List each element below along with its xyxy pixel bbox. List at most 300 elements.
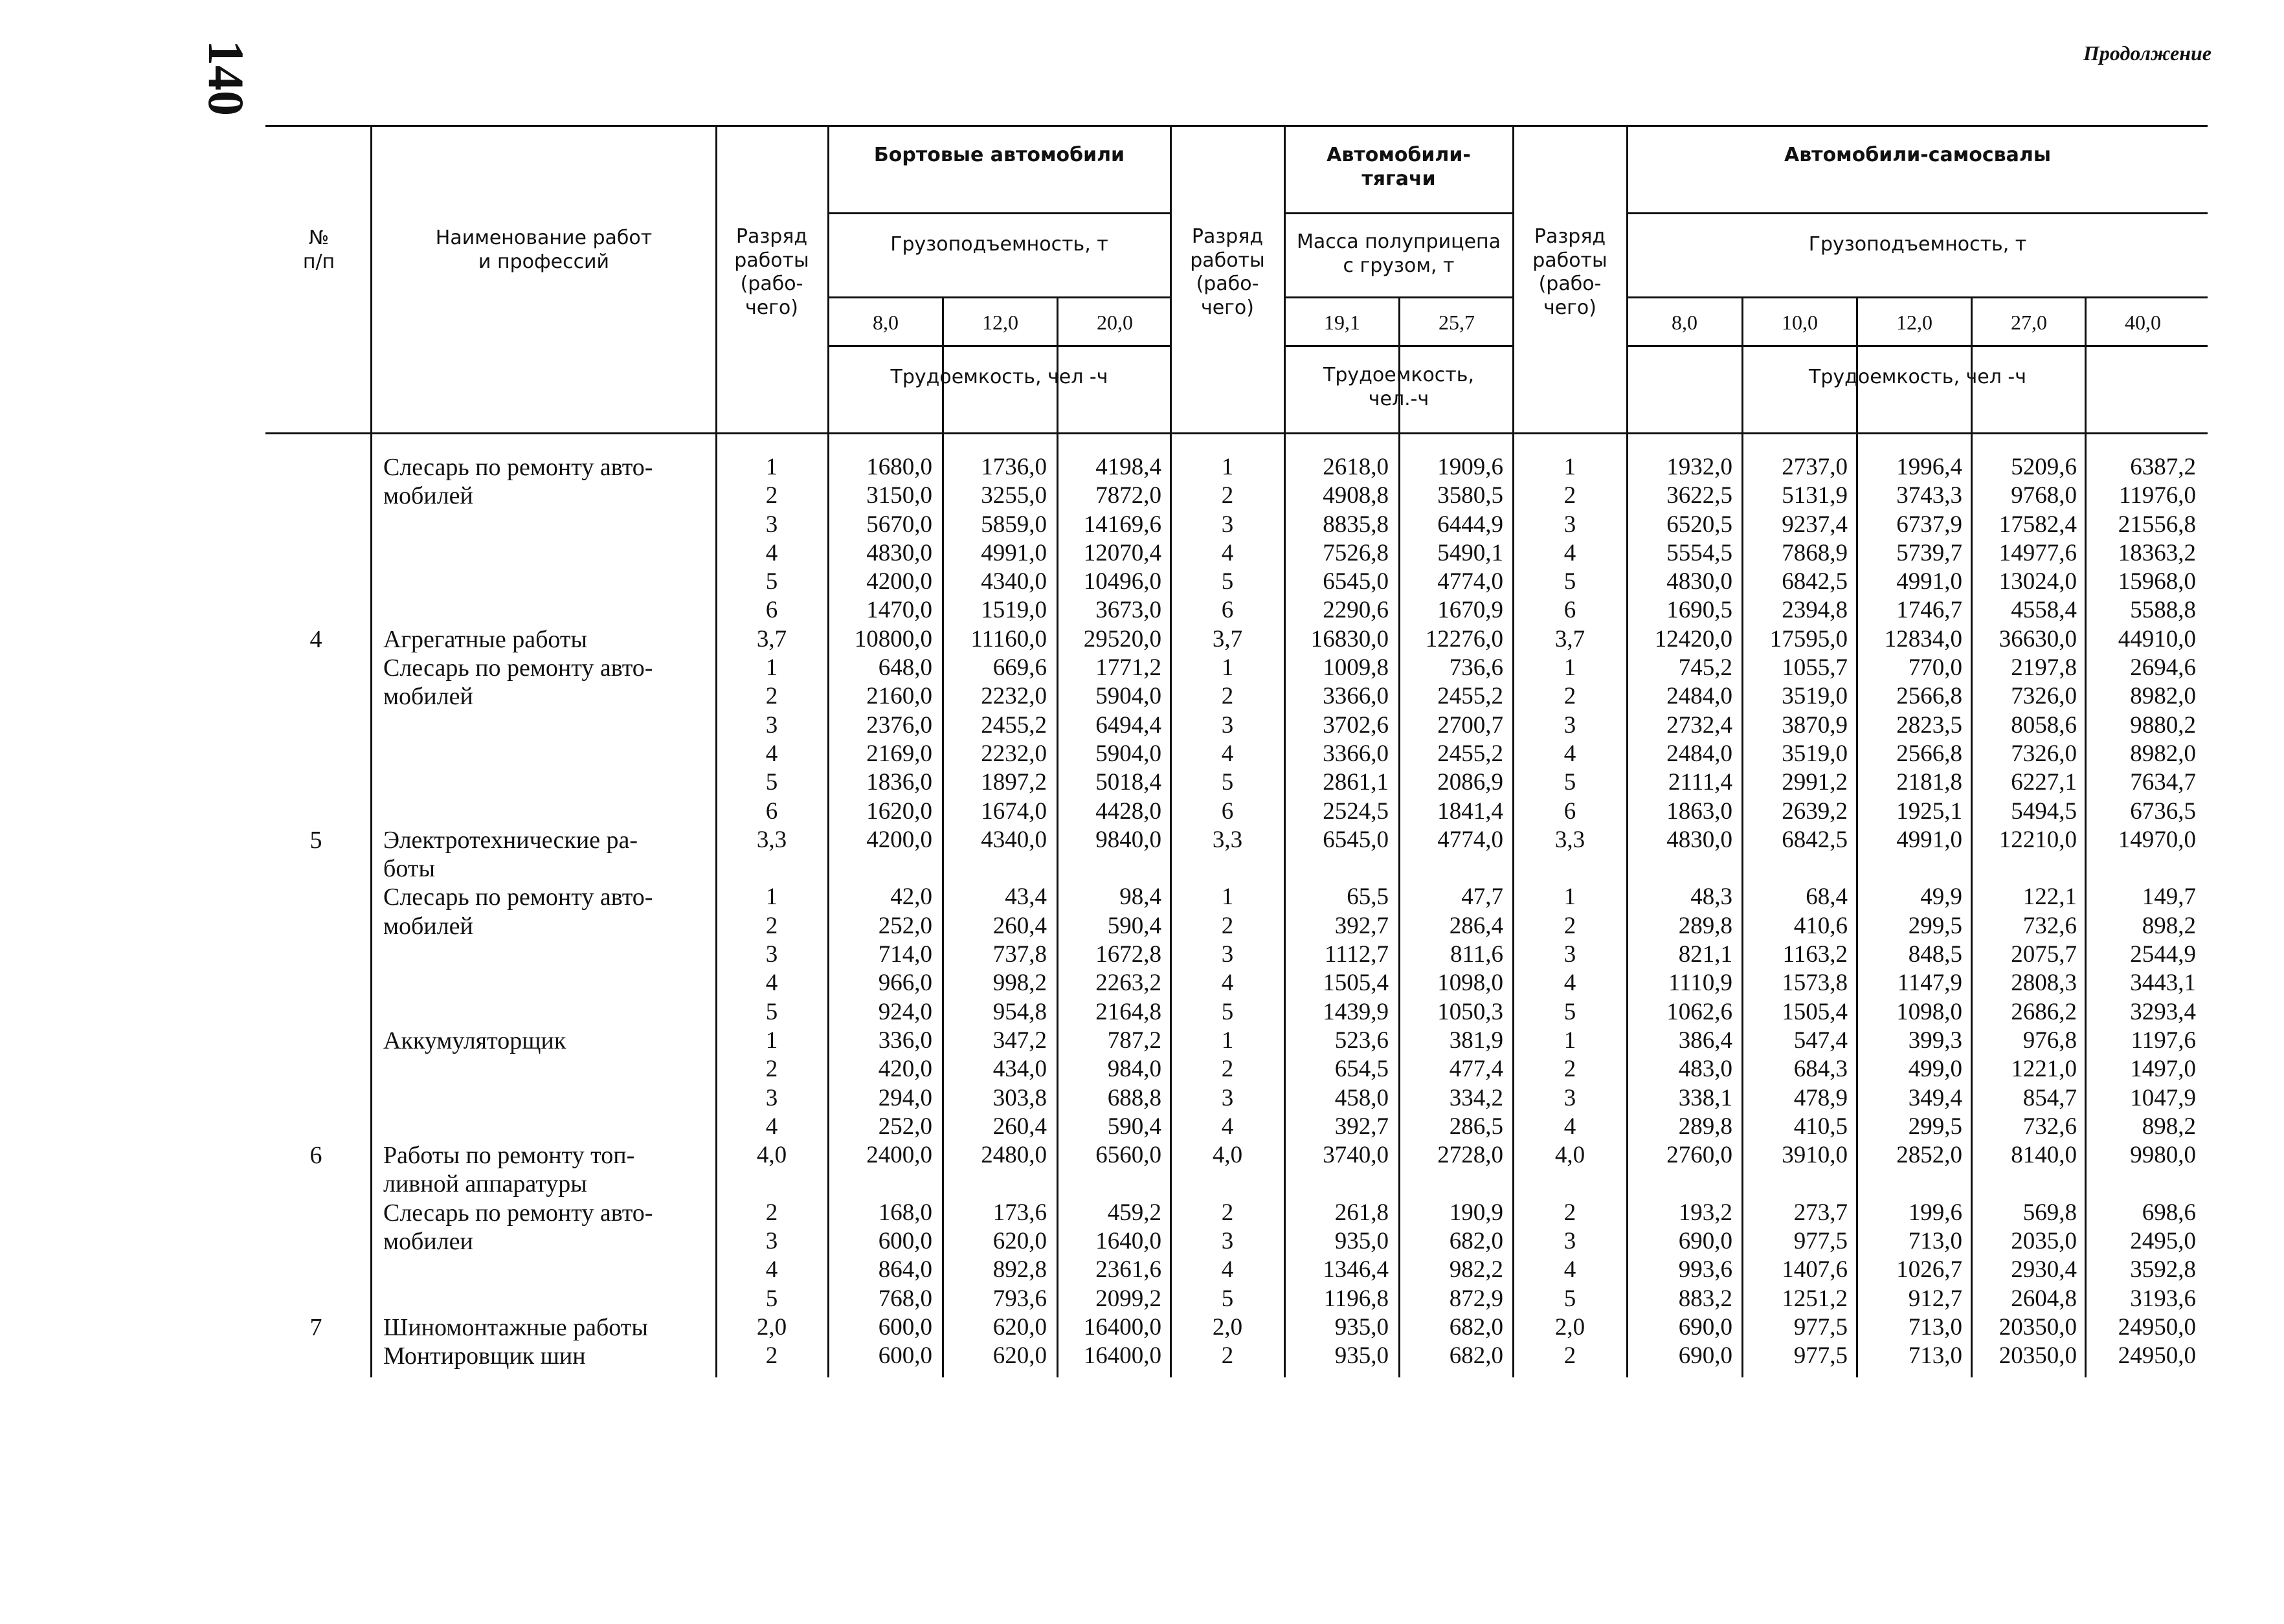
labor-value: 299,5 bbox=[1908, 1113, 1962, 1140]
grade-value: 2 bbox=[1563, 1342, 1576, 1370]
grade-value: 1 bbox=[765, 654, 778, 682]
grade-value: 2 bbox=[765, 683, 778, 710]
col-rule bbox=[370, 125, 372, 1377]
work-name: мобилеи bbox=[383, 1228, 473, 1256]
labor-value: 854,7 bbox=[2022, 1084, 2077, 1111]
grade-value: 4 bbox=[765, 970, 778, 997]
labor-value: 5859,0 bbox=[981, 511, 1047, 538]
row-number bbox=[267, 998, 364, 1027]
labor-value: 349,4 bbox=[1908, 1084, 1962, 1111]
labor-value: 4830,0 bbox=[1666, 568, 1732, 595]
work-name: мобилей bbox=[383, 482, 473, 510]
labor-value: 7326,0 bbox=[2011, 683, 2077, 710]
labor-value: 459,2 bbox=[1107, 1199, 1161, 1226]
row-number: 4 bbox=[309, 625, 322, 653]
labor-value: 3366,0 bbox=[1323, 740, 1389, 767]
labor-value: 8058,6 bbox=[2011, 711, 2077, 739]
labor-value: 976,8 bbox=[2022, 1027, 2077, 1054]
labor-value: 2618,0 bbox=[1323, 454, 1389, 480]
work-name bbox=[383, 596, 707, 625]
labor-value: 2524,5 bbox=[1323, 797, 1389, 825]
labor-value: 1836,0 bbox=[866, 769, 932, 796]
grade-value: 2 bbox=[1563, 912, 1576, 939]
header-grade-2: Разряд работы (рабо- чего) bbox=[1190, 225, 1265, 319]
grade-value: 1 bbox=[1221, 454, 1234, 480]
labor-value bbox=[1973, 854, 2077, 883]
header-grade-3: Разряд работы (рабо- чего) bbox=[1532, 225, 1607, 319]
labor-value: 2197,8 bbox=[2011, 654, 2077, 682]
labor-value: 2455,2 bbox=[981, 711, 1047, 739]
grade-value: 6 bbox=[1563, 597, 1576, 624]
work-name bbox=[383, 1055, 707, 1084]
row-number bbox=[267, 539, 364, 568]
labor-value: 499,0 bbox=[1908, 1056, 1962, 1083]
labor-value: 590,4 bbox=[1107, 912, 1161, 939]
labor-value: 935,0 bbox=[1334, 1342, 1389, 1370]
labor-value: 924,0 bbox=[878, 998, 932, 1025]
labor-value: 2639,2 bbox=[1782, 797, 1848, 825]
grade-value: 2 bbox=[1221, 482, 1234, 509]
labor-value: 732,6 bbox=[2022, 1113, 2077, 1140]
labor-value: 2566,8 bbox=[1896, 683, 1962, 710]
header-name: Наименование работ и профессий bbox=[435, 227, 653, 273]
labor-value: 3519,0 bbox=[1782, 740, 1848, 767]
header-group-tractors: Автомобили- тягачи bbox=[1327, 144, 1471, 190]
grade-value: 4 bbox=[1563, 1256, 1576, 1284]
labor-value: 954,8 bbox=[992, 998, 1047, 1025]
labor-value: 4200,0 bbox=[866, 826, 932, 853]
labor-value: 20350,0 bbox=[1998, 1313, 2077, 1340]
work-name bbox=[383, 568, 707, 596]
labor-value: 199,6 bbox=[1908, 1199, 1962, 1226]
labor-value: 713,0 bbox=[1908, 1313, 1962, 1340]
work-name: мобилей bbox=[383, 683, 473, 711]
labor-value: 654,5 bbox=[1334, 1056, 1389, 1083]
row-number bbox=[267, 1227, 364, 1256]
labor-value: 434,0 bbox=[992, 1056, 1047, 1083]
grade-value: 3,3 bbox=[756, 826, 787, 853]
labor-value: 620,0 bbox=[992, 1228, 1047, 1255]
grade-value: 4 bbox=[1221, 1256, 1234, 1284]
grade-value bbox=[717, 1170, 826, 1198]
labor-value: 2544,9 bbox=[2130, 941, 2196, 968]
col-dumper-40 bbox=[2087, 453, 2196, 1371]
labor-value: 347,2 bbox=[992, 1027, 1047, 1054]
grade-value: 4,0 bbox=[1554, 1142, 1585, 1169]
grade-value: 3,7 bbox=[1554, 625, 1585, 652]
labor-value: 6736,5 bbox=[2130, 797, 2196, 825]
labor-value: 3910,0 bbox=[1782, 1142, 1848, 1169]
labor-value: 13024,0 bbox=[1998, 568, 2077, 595]
labor-value: 483,0 bbox=[1678, 1056, 1732, 1083]
labor-value: 2035,0 bbox=[2011, 1228, 2077, 1255]
labor-value: 2263,2 bbox=[1095, 970, 1161, 997]
labor-value: 3743,3 bbox=[1896, 482, 1962, 509]
labor-value: 14977,6 bbox=[1998, 539, 2077, 566]
col-rule bbox=[1057, 296, 1058, 1377]
labor-value: 6560,0 bbox=[1095, 1142, 1161, 1169]
labor-value: 1251,2 bbox=[1782, 1285, 1848, 1312]
row-number bbox=[267, 1342, 364, 1370]
labor-value: 4428,0 bbox=[1095, 797, 1161, 825]
labor-value: 12420,0 bbox=[1654, 625, 1732, 652]
labor-value: 2694,6 bbox=[2130, 654, 2196, 682]
labor-value: 669,6 bbox=[992, 654, 1047, 682]
grade-value: 4 bbox=[1563, 1113, 1576, 1140]
grade-value: 3,7 bbox=[1212, 625, 1243, 652]
labor-value: 4198,4 bbox=[1095, 454, 1161, 480]
grade-value: 3 bbox=[1221, 941, 1234, 968]
grade-value: 5 bbox=[765, 998, 778, 1025]
header-rule bbox=[1626, 345, 2208, 347]
labor-value: 294,0 bbox=[878, 1084, 932, 1111]
labor-value: 768,0 bbox=[878, 1285, 932, 1312]
grade-value: 4 bbox=[1221, 740, 1234, 767]
labor-value bbox=[2087, 854, 2196, 883]
grade-value: 2 bbox=[765, 1342, 778, 1370]
work-name: мобилей bbox=[383, 912, 473, 940]
labor-value: 399,3 bbox=[1908, 1027, 1962, 1054]
labor-value: 2495,0 bbox=[2130, 1228, 2196, 1255]
col-flatbed-12 bbox=[945, 453, 1047, 1371]
labor-value: 420,0 bbox=[878, 1056, 932, 1083]
grade-value: 2 bbox=[1563, 683, 1576, 710]
labor-value: 698,6 bbox=[2142, 1199, 2196, 1226]
labor-value: 24950,0 bbox=[2118, 1313, 2196, 1340]
labor-value: 2164,8 bbox=[1095, 998, 1161, 1025]
labor-value: 5018,4 bbox=[1095, 769, 1161, 796]
labor-value: 1009,8 bbox=[1323, 654, 1389, 682]
col-rule bbox=[1856, 296, 1858, 1377]
grade-value: 6 bbox=[765, 797, 778, 825]
row-number bbox=[267, 711, 364, 740]
work-name: Работы по ремонту топ- bbox=[383, 1142, 635, 1170]
labor-value: 821,1 bbox=[1678, 941, 1732, 968]
grade-value: 3 bbox=[1563, 941, 1576, 968]
row-number bbox=[267, 511, 364, 539]
labor-value bbox=[1059, 1170, 1161, 1198]
work-name bbox=[383, 998, 707, 1027]
col-dumper-12 bbox=[1859, 453, 1962, 1371]
labor-value: 2394,8 bbox=[1782, 597, 1848, 624]
grade-value bbox=[1514, 1170, 1626, 1198]
labor-value: 4991,0 bbox=[981, 539, 1047, 566]
grade-value: 2 bbox=[765, 912, 778, 939]
grade-value bbox=[717, 854, 826, 883]
labor-value: 4908,8 bbox=[1323, 482, 1389, 509]
header-grade-1: Разряд работы (рабо- чего) bbox=[734, 225, 809, 319]
grade-value: 3,3 bbox=[1554, 826, 1585, 853]
labor-value: 977,5 bbox=[1793, 1228, 1848, 1255]
labor-value: 3702,6 bbox=[1323, 711, 1389, 739]
work-name: Аккумуляторщик bbox=[383, 1027, 566, 1054]
labor-value bbox=[2087, 1170, 2196, 1198]
labor-value: 12070,4 bbox=[1083, 539, 1161, 566]
grade-value: 6 bbox=[1221, 797, 1234, 825]
labor-value: 3592,8 bbox=[2130, 1256, 2196, 1284]
labor-value: 16400,0 bbox=[1083, 1342, 1161, 1370]
grade-value bbox=[1172, 1170, 1283, 1198]
work-name: Слесарь по ремонту авто- bbox=[383, 884, 653, 911]
labor-value: 547,4 bbox=[1793, 1027, 1848, 1054]
grade-value: 3 bbox=[765, 1228, 778, 1255]
labor-value bbox=[830, 854, 932, 883]
labor-value: 286,4 bbox=[1449, 912, 1503, 939]
labor-value: 11976,0 bbox=[2119, 482, 2196, 509]
grade-value: 1 bbox=[765, 884, 778, 911]
col-no bbox=[267, 453, 364, 1371]
labor-value: 5554,5 bbox=[1666, 539, 1732, 566]
col-tractor-19 bbox=[1286, 453, 1389, 1371]
page-number: 140 bbox=[198, 40, 254, 116]
labor-value: 6520,5 bbox=[1666, 511, 1732, 538]
grade-value: 2 bbox=[1563, 1199, 1576, 1226]
col-grade-3 bbox=[1514, 453, 1626, 1371]
labor-value: 2732,4 bbox=[1666, 711, 1732, 739]
grade-value: 5 bbox=[765, 769, 778, 796]
labor-value: 1909,6 bbox=[1437, 454, 1503, 480]
labor-value: 1620,0 bbox=[866, 797, 932, 825]
labor-value: 193,2 bbox=[1678, 1199, 1732, 1226]
labor-value: 872,9 bbox=[1449, 1285, 1503, 1312]
labor-value: 4558,4 bbox=[2011, 597, 2077, 624]
grade-value: 5 bbox=[765, 568, 778, 595]
labor-value: 713,0 bbox=[1908, 1228, 1962, 1255]
labor-value: 2455,2 bbox=[1437, 740, 1503, 767]
labor-value: 1026,7 bbox=[1896, 1256, 1962, 1284]
labor-value: 386,4 bbox=[1678, 1027, 1732, 1054]
grade-value: 3 bbox=[1563, 1228, 1576, 1255]
labor-value: 3255,0 bbox=[981, 482, 1047, 509]
row-number bbox=[267, 596, 364, 625]
col-rule bbox=[1741, 296, 1743, 1377]
labor-value: 2075,7 bbox=[2011, 941, 2077, 968]
labor-value: 260,4 bbox=[992, 912, 1047, 939]
labor-value: 2991,2 bbox=[1782, 769, 1848, 796]
labor-value: 252,0 bbox=[878, 912, 932, 939]
labor-value: 392,7 bbox=[1334, 1113, 1389, 1140]
header-rule bbox=[827, 345, 1170, 347]
labor-value: 2232,0 bbox=[981, 683, 1047, 710]
grade-value: 1 bbox=[765, 454, 778, 480]
labor-value: 1439,9 bbox=[1323, 998, 1389, 1025]
labor-value: 2852,0 bbox=[1896, 1142, 1962, 1169]
grade-value: 1 bbox=[1563, 454, 1576, 480]
labor-value: 864,0 bbox=[878, 1256, 932, 1284]
grade-value: 5 bbox=[1563, 1285, 1576, 1312]
labor-value: 4200,0 bbox=[866, 568, 932, 595]
labor-value: 1519,0 bbox=[981, 597, 1047, 624]
labor-value: 68,4 bbox=[1806, 884, 1848, 911]
labor-value: 1863,0 bbox=[1666, 797, 1732, 825]
labor-value: 993,6 bbox=[1678, 1256, 1732, 1284]
labor-value: 14970,0 bbox=[2118, 826, 2196, 853]
grade-value: 3 bbox=[765, 1084, 778, 1111]
col-rule bbox=[1398, 296, 1400, 1377]
header-rule bbox=[1626, 296, 2208, 298]
header-group-dumpers: Автомобили-самосвалы bbox=[1784, 144, 2052, 166]
work-name bbox=[383, 1113, 707, 1141]
grade-value: 3 bbox=[765, 511, 778, 538]
labor-value: 690,0 bbox=[1678, 1313, 1732, 1340]
labor-value: 29520,0 bbox=[1083, 625, 1161, 652]
labor-value: 8140,0 bbox=[2011, 1142, 2077, 1169]
labor-value: 1640,0 bbox=[1095, 1228, 1161, 1255]
labor-value: 5490,1 bbox=[1437, 539, 1503, 566]
grade-value: 3 bbox=[1221, 1228, 1234, 1255]
labor-value: 977,5 bbox=[1793, 1342, 1848, 1370]
labor-value: 338,1 bbox=[1678, 1084, 1732, 1111]
labor-value: 10800,0 bbox=[854, 625, 932, 652]
labor-value bbox=[1744, 854, 1848, 883]
labor-value: 648,0 bbox=[878, 654, 932, 682]
labor-value: 984,0 bbox=[1107, 1056, 1161, 1083]
grade-value: 4 bbox=[765, 1256, 778, 1284]
sub-flatbed-12: 12,0 bbox=[982, 311, 1018, 334]
labor-value: 4774,0 bbox=[1437, 826, 1503, 853]
row-number: 6 bbox=[309, 1142, 322, 1170]
work-name bbox=[383, 740, 707, 768]
labor-value: 736,6 bbox=[1449, 654, 1503, 682]
labor-value: 1736,0 bbox=[981, 454, 1047, 480]
labor-value: 1147,9 bbox=[1897, 970, 1962, 997]
labor-value: 16830,0 bbox=[1310, 625, 1389, 652]
labor-value: 1197,6 bbox=[2131, 1027, 2196, 1054]
row-number: 7 bbox=[309, 1313, 322, 1341]
labor-value: 5904,0 bbox=[1095, 740, 1161, 767]
work-name: ливной аппаратуры bbox=[383, 1170, 587, 1198]
grade-value: 5 bbox=[1221, 1285, 1234, 1312]
labor-value: 7872,0 bbox=[1095, 482, 1161, 509]
sub-dumper-27: 27,0 bbox=[2011, 311, 2047, 334]
grade-value: 4 bbox=[1221, 1113, 1234, 1140]
grade-value: 2 bbox=[765, 1199, 778, 1226]
col-dumper-10 bbox=[1744, 453, 1848, 1371]
labor-value: 478,9 bbox=[1793, 1084, 1848, 1111]
work-name bbox=[383, 711, 707, 740]
col-tractor-25 bbox=[1401, 453, 1503, 1371]
labor-value: 44910,0 bbox=[2118, 625, 2196, 652]
labor-value: 410,5 bbox=[1793, 1113, 1848, 1140]
labor-value: 682,0 bbox=[1449, 1313, 1503, 1340]
labor-value bbox=[830, 1170, 932, 1198]
header-rule bbox=[827, 212, 1170, 214]
grade-value: 1 bbox=[1563, 884, 1576, 911]
row-number bbox=[267, 682, 364, 711]
work-name bbox=[383, 539, 707, 568]
labor-value: 24950,0 bbox=[2118, 1342, 2196, 1370]
labor-value bbox=[1286, 1170, 1389, 1198]
labor-value: 690,0 bbox=[1678, 1228, 1732, 1255]
labor-value: 684,3 bbox=[1793, 1056, 1848, 1083]
sub-tractor-19: 19,1 bbox=[1324, 311, 1360, 334]
col-rule bbox=[1284, 125, 1286, 1377]
labor-value: 977,5 bbox=[1793, 1313, 1848, 1340]
row-number bbox=[267, 969, 364, 997]
grade-value: 3 bbox=[1221, 1084, 1234, 1111]
labor-value: 2823,5 bbox=[1896, 711, 1962, 739]
col-flatbed-8 bbox=[830, 453, 932, 1371]
labor-value: 4340,0 bbox=[981, 826, 1047, 853]
labor-value: 2480,0 bbox=[981, 1142, 1047, 1169]
work-name bbox=[383, 940, 707, 969]
header-capacity-3: Грузоподъемность, т bbox=[1808, 233, 2027, 256]
row-number bbox=[267, 740, 364, 768]
labor-value: 1497,0 bbox=[2130, 1056, 2196, 1083]
labor-value: 6444,9 bbox=[1437, 511, 1503, 538]
labor-value: 2160,0 bbox=[866, 683, 932, 710]
labor-value: 17582,4 bbox=[1998, 511, 2077, 538]
labor-value: 36630,0 bbox=[1998, 625, 2077, 652]
grade-value: 3 bbox=[765, 941, 778, 968]
labor-value: 190,9 bbox=[1449, 1199, 1503, 1226]
grade-value: 3 bbox=[1563, 1084, 1576, 1111]
labor-value: 1163,2 bbox=[1782, 941, 1848, 968]
labor-value: 6545,0 bbox=[1323, 568, 1389, 595]
grade-value: 2 bbox=[1221, 1342, 1234, 1370]
labor-value: 11160,0 bbox=[970, 625, 1047, 652]
labor-value: 745,2 bbox=[1678, 654, 1732, 682]
grade-value: 2 bbox=[1221, 683, 1234, 710]
labor-value: 392,7 bbox=[1334, 912, 1389, 939]
labor-value: 2376,0 bbox=[866, 711, 932, 739]
labor-value: 1221,0 bbox=[2011, 1056, 2077, 1083]
labor-value: 898,2 bbox=[2142, 912, 2196, 939]
labor-value bbox=[1629, 1170, 1732, 1198]
header-group-flatbed: Бортовые автомобили bbox=[873, 144, 1125, 166]
labor-value: 4340,0 bbox=[981, 568, 1047, 595]
labor-value: 9880,2 bbox=[2130, 711, 2196, 739]
labor-value: 1841,4 bbox=[1437, 797, 1503, 825]
labor-value: 590,4 bbox=[1107, 1113, 1161, 1140]
work-name bbox=[383, 969, 707, 997]
labor-value: 252,0 bbox=[878, 1113, 932, 1140]
header-rule bbox=[1284, 212, 1513, 214]
labor-value: 289,8 bbox=[1678, 912, 1732, 939]
work-name bbox=[383, 797, 707, 826]
labor-value: 7326,0 bbox=[2011, 740, 2077, 767]
grade-value: 3,3 bbox=[1212, 826, 1243, 853]
labor-value: 2728,0 bbox=[1437, 1142, 1503, 1169]
labor-value: 14169,6 bbox=[1083, 511, 1161, 538]
labor-value: 787,2 bbox=[1107, 1027, 1161, 1054]
grade-value: 6 bbox=[1221, 597, 1234, 624]
labor-value: 6494,4 bbox=[1095, 711, 1161, 739]
labor-value: 737,8 bbox=[992, 941, 1047, 968]
labor-value: 1505,4 bbox=[1323, 970, 1389, 997]
labor-value bbox=[1629, 854, 1732, 883]
labor-value: 811,6 bbox=[1450, 941, 1503, 968]
labor-value: 17595,0 bbox=[1769, 625, 1848, 652]
grade-value: 2 bbox=[1221, 1199, 1234, 1226]
labor-value: 600,0 bbox=[878, 1342, 932, 1370]
grade-value: 2,0 bbox=[1554, 1313, 1585, 1340]
grade-value: 5 bbox=[1221, 769, 1234, 796]
labor-value: 3580,5 bbox=[1437, 482, 1503, 509]
labor-value: 6387,2 bbox=[2130, 454, 2196, 480]
work-name bbox=[383, 1285, 707, 1313]
row-number bbox=[267, 797, 364, 826]
grade-value: 5 bbox=[1563, 769, 1576, 796]
labor-value: 2099,2 bbox=[1095, 1285, 1161, 1312]
grade-value: 4 bbox=[1221, 970, 1234, 997]
labor-value: 2566,8 bbox=[1896, 740, 1962, 767]
grade-value: 1 bbox=[1221, 1027, 1234, 1054]
labor-value: 1771,2 bbox=[1095, 654, 1161, 682]
labor-value: 273,7 bbox=[1793, 1199, 1848, 1226]
labor-value: 688,8 bbox=[1107, 1084, 1161, 1111]
col-flatbed-20 bbox=[1059, 453, 1161, 1371]
